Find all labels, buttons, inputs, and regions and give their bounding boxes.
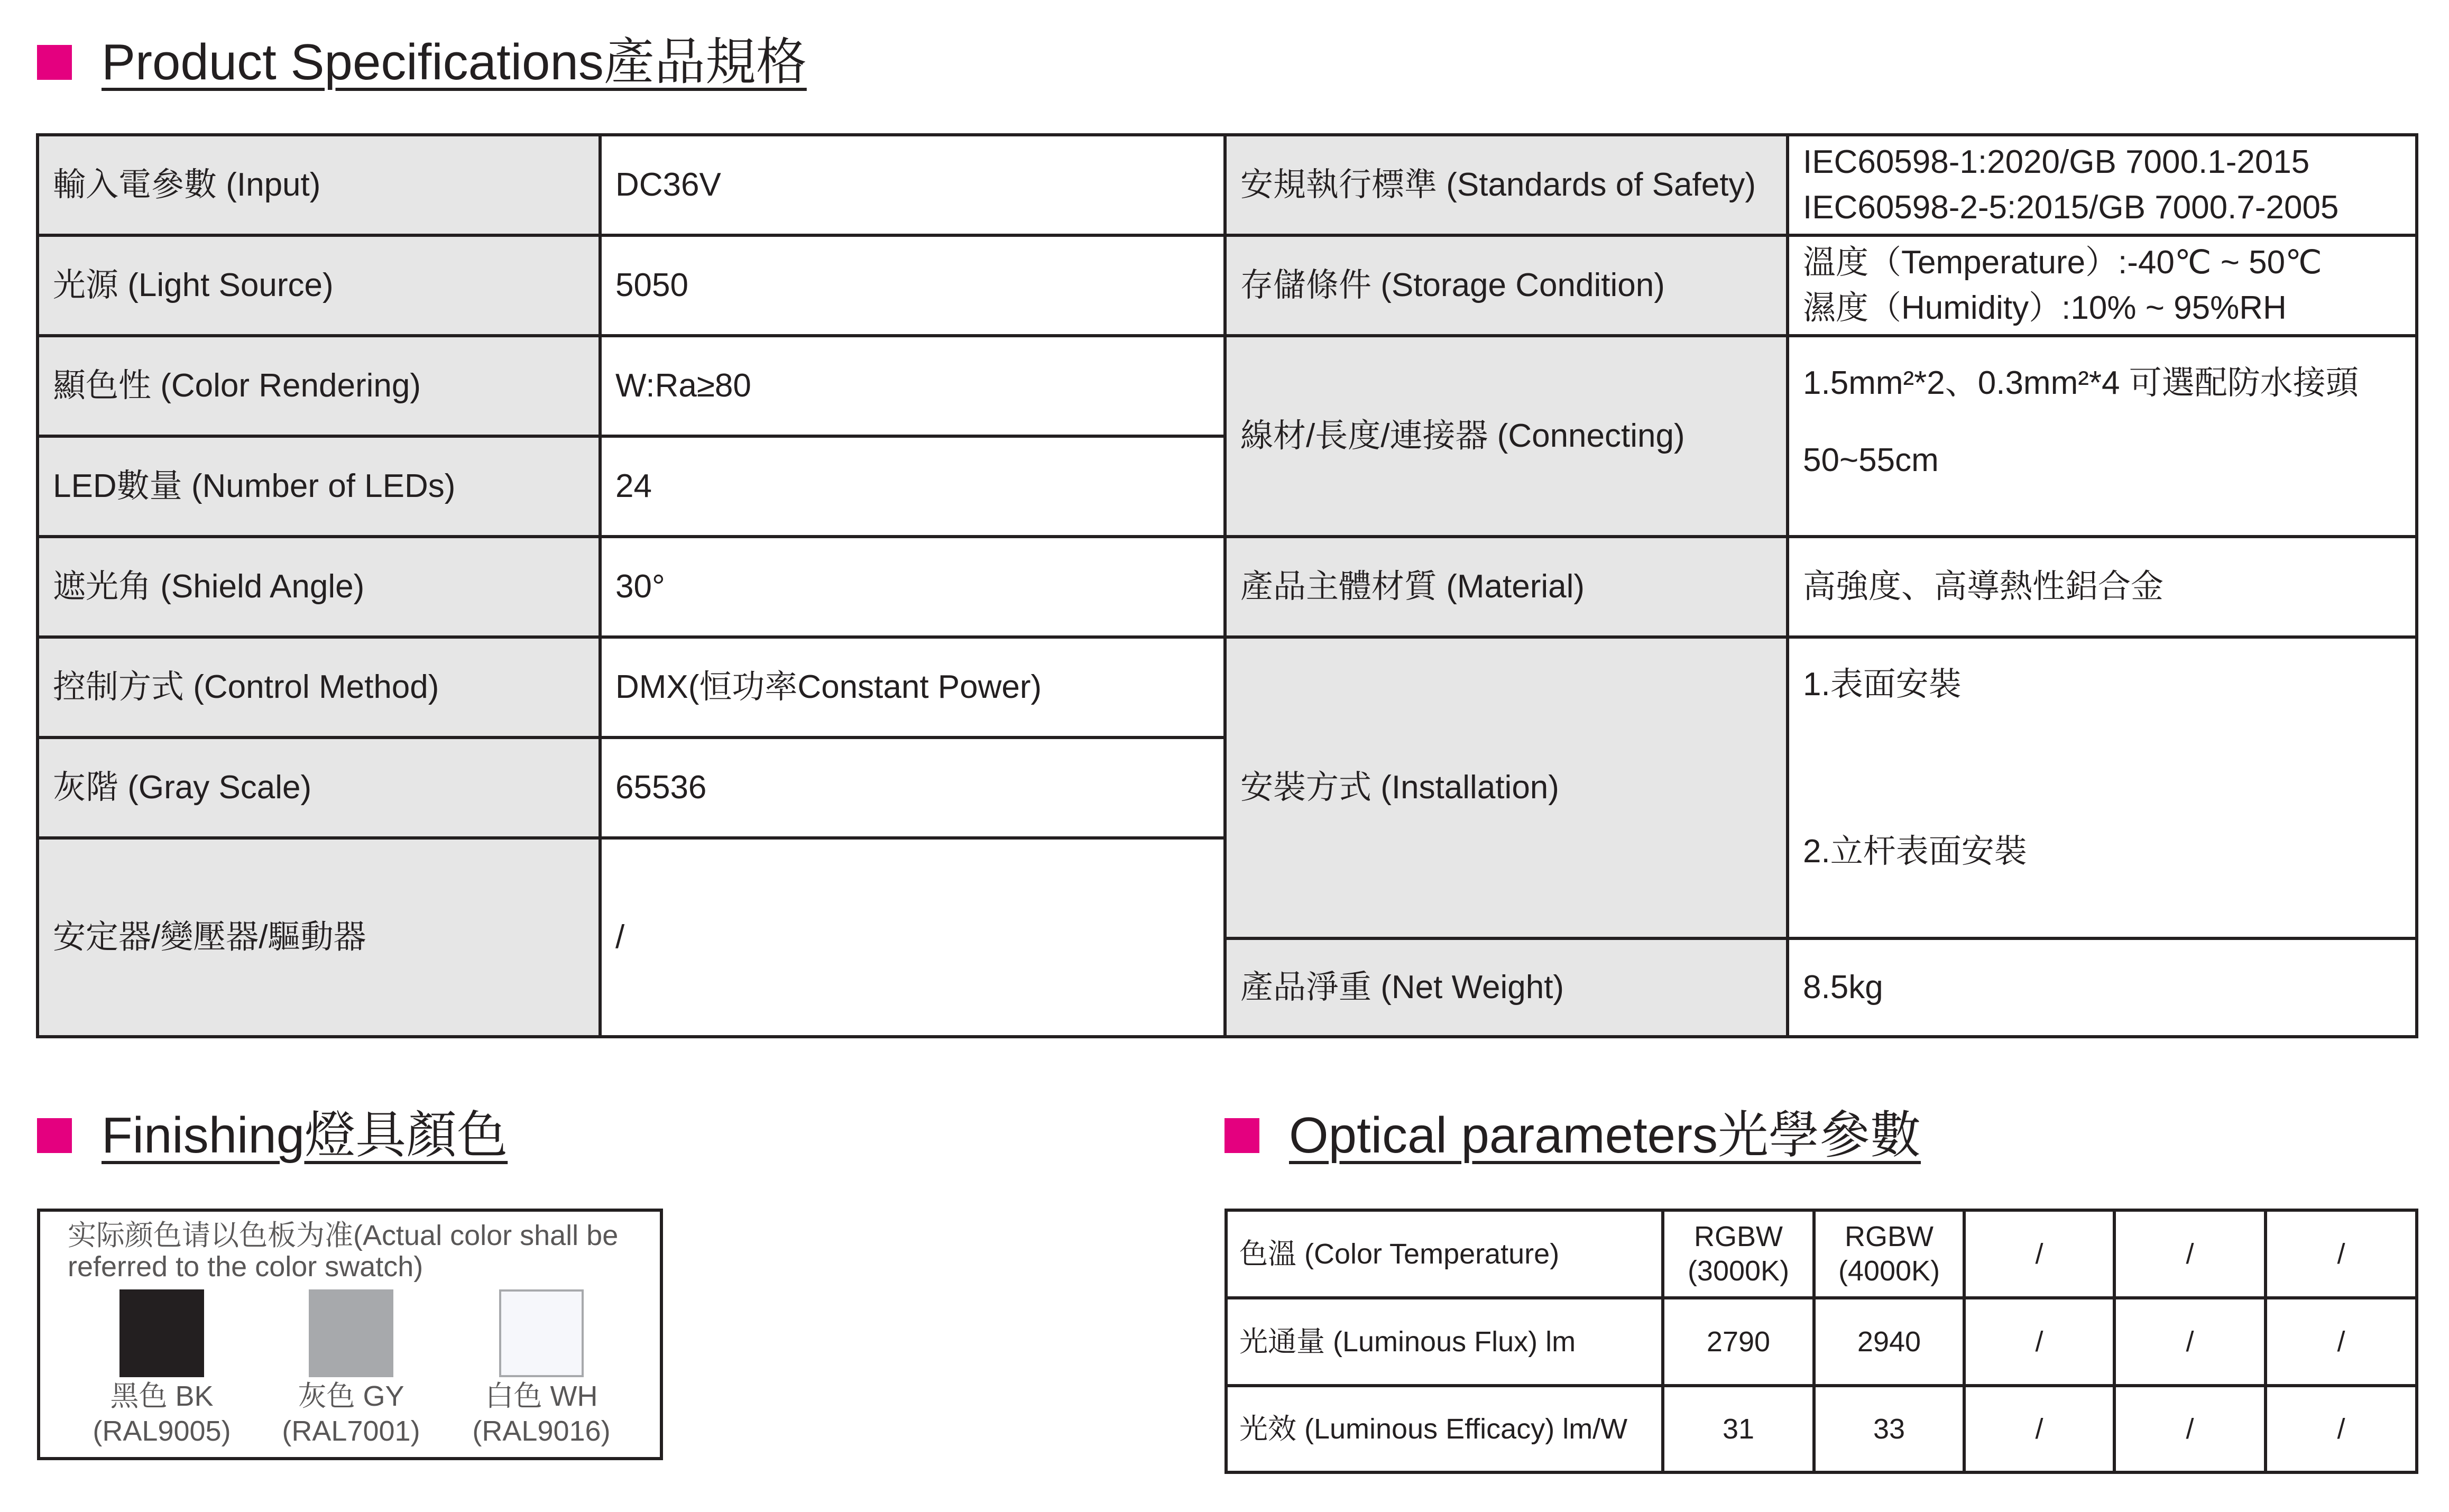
spec-value: [1788, 235, 2417, 336]
spec-value: /: [600, 838, 1225, 1037]
optical-cell: 33: [1814, 1386, 1964, 1472]
optical-table: [1224, 1209, 2418, 1474]
optical-cell: /: [2266, 1210, 2417, 1298]
spec-label: 存儲條件 (Storage Condition): [1225, 235, 1788, 336]
spec-value-line: 1.5mm²*2、0.3mm²*4 可選配防水接頭: [1803, 365, 2359, 401]
spec-value: [1788, 637, 2417, 938]
optical-label: 色溫 (Color Temperature): [1226, 1210, 1663, 1298]
spec-value-line: IEC60598-1:2020/GB 7000.1-2015: [1803, 144, 2310, 181]
swatch-name: 灰色 GY: [298, 1380, 404, 1412]
table-row: [38, 537, 2417, 637]
spec-label: 安定器/變壓器/驅動器: [38, 838, 600, 1037]
spec-value-line: 1.表面安裝: [1803, 666, 1962, 703]
optical-label: 光通量 (Luminous Flux) lm: [1226, 1298, 1663, 1386]
optical-cell: 2940: [1814, 1298, 1964, 1386]
optical-cell: 31: [1663, 1386, 1814, 1472]
swatch-name: 黑色 BK: [110, 1380, 214, 1412]
table-row: [1226, 1210, 2417, 1298]
optical-cell: RGBW (4000K): [1814, 1210, 1964, 1298]
product-specifications-heading: [37, 34, 807, 90]
swatch-code: (RAL9016): [472, 1415, 611, 1448]
spec-label: 灰階 (Gray Scale): [38, 737, 600, 838]
spec-label: LED數量 (Number of LEDs): [38, 436, 600, 537]
table-row: [1226, 1386, 2417, 1472]
swatch-name: 白色 WH: [485, 1380, 598, 1412]
spec-value: DC36V: [600, 135, 1225, 235]
spec-value: 5050: [600, 235, 1225, 336]
finishing-heading: [37, 1107, 508, 1164]
color-swatch: [463, 1289, 620, 1448]
color-swatch: [273, 1289, 429, 1448]
spec-value-line: 2.立杆表面安裝: [1803, 833, 2027, 870]
optical-cell: /: [1964, 1298, 2114, 1386]
spec-value: [1788, 336, 2417, 537]
spec-value: 30°: [600, 537, 1225, 637]
spec-label: 安規執行標準 (Standards of Safety): [1225, 135, 1788, 235]
spec-label: 產品淨重 (Net Weight): [1225, 938, 1788, 1037]
optical-heading: [1224, 1107, 1921, 1164]
optical-cell: RGBW (3000K): [1663, 1210, 1814, 1298]
spec-value-line: 濕度（Humidity）:10% ~ 95%RH: [1803, 290, 2287, 326]
spec-label: 遮光角 (Shield Angle): [38, 537, 600, 637]
spec-value: 65536: [600, 737, 1225, 838]
table-row: [38, 235, 2417, 336]
optical-cell: /: [1964, 1210, 2114, 1298]
spec-value-line: 溫度（Temperature）:-40℃ ~ 50℃: [1803, 244, 2322, 281]
spec-value: DMX(恒功率Constant Power): [600, 637, 1225, 737]
spec-value-line: IEC60598-2-5:2015/GB 7000.7-2005: [1803, 189, 2339, 226]
swatch-chip: [499, 1289, 584, 1377]
finishing-swatch-panel: [37, 1209, 663, 1460]
swatch-chip: [309, 1289, 393, 1377]
spec-table: [36, 133, 2418, 1038]
spec-value: 高強度、高導熱性鋁合金: [1788, 537, 2417, 637]
swatch-code: (RAL7001): [282, 1415, 420, 1448]
optical-cell: 2790: [1663, 1298, 1814, 1386]
optical-cell: /: [2114, 1298, 2266, 1386]
spec-label: 顯色性 (Color Rendering): [38, 336, 600, 436]
swatch-code: (RAL9005): [93, 1415, 231, 1448]
table-row: [38, 637, 2417, 737]
optical-cell: /: [2114, 1210, 2266, 1298]
spec-value: [1788, 135, 2417, 235]
optical-label: 光效 (Luminous Efficacy) lm/W: [1226, 1386, 1663, 1472]
optical-cell: /: [2266, 1298, 2417, 1386]
spec-label: 控制方式 (Control Method): [38, 637, 600, 737]
section-title: Product Specifications產品規格: [102, 34, 807, 90]
spec-value-line: 50~55cm: [1803, 441, 1939, 478]
section-marker-icon: [37, 45, 72, 80]
optical-cell: /: [2114, 1386, 2266, 1472]
spec-label: 輸入電參數 (Input): [38, 135, 600, 235]
table-row: [38, 336, 2417, 436]
section-marker-icon: [1224, 1118, 1259, 1153]
table-row: [1226, 1298, 2417, 1386]
optical-cell: /: [1964, 1386, 2114, 1472]
color-swatch: [84, 1289, 240, 1448]
spec-label: 安裝方式 (Installation): [1225, 637, 1788, 938]
table-row: [38, 135, 2417, 235]
swatch-chip: [119, 1289, 204, 1377]
section-title: Finishing燈具顏色: [102, 1107, 508, 1164]
spec-label: 光源 (Light Source): [38, 235, 600, 336]
spec-value: W:Ra≥80: [600, 336, 1225, 436]
optical-cell: /: [2266, 1386, 2417, 1472]
section-marker-icon: [37, 1118, 72, 1153]
spec-value: 8.5kg: [1788, 938, 2417, 1037]
color-note: 实际颜色请以色板为准(Actual color shall be referred to the color swatch): [68, 1220, 619, 1283]
spec-label: 線材/長度/連接器 (Connecting): [1225, 336, 1788, 537]
section-title: Optical parameters光學參數: [1289, 1107, 1921, 1164]
spec-label: 產品主體材質 (Material): [1225, 537, 1788, 637]
spec-value: 24: [600, 436, 1225, 537]
